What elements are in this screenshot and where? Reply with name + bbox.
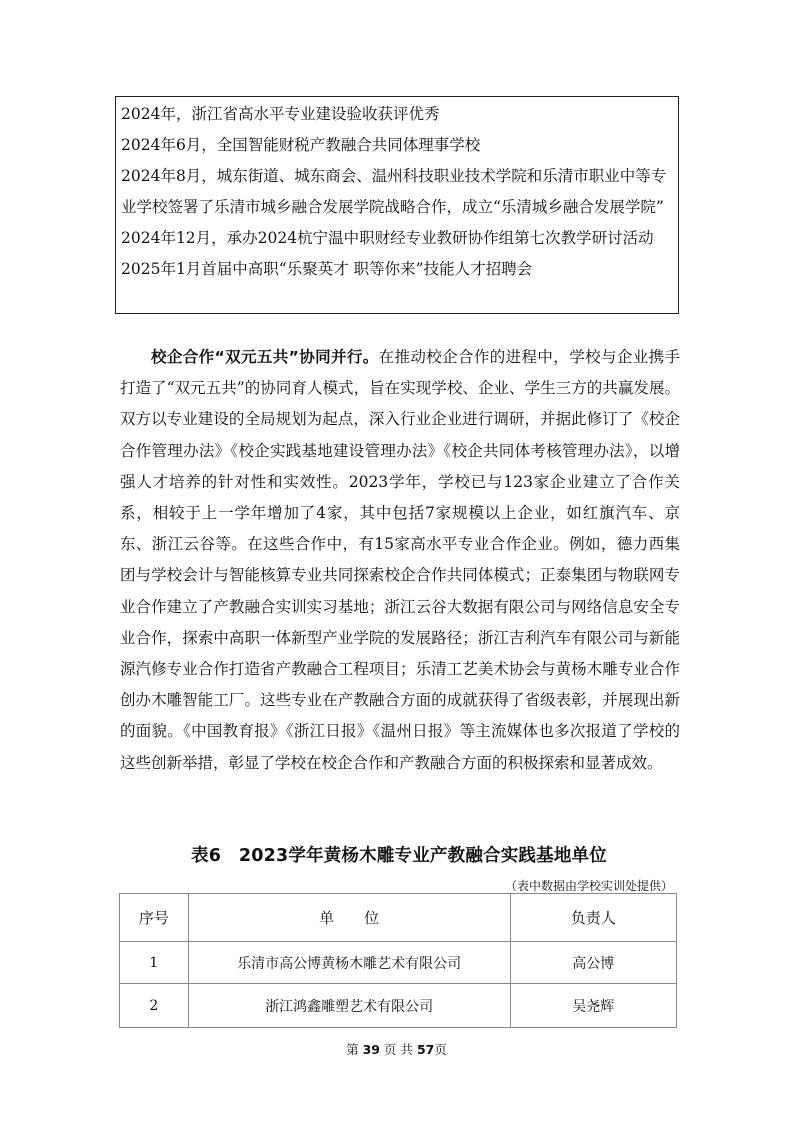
total-page-number: 57	[416, 1042, 435, 1057]
paragraph-lead: 校企合作“双元五共”协同并行。	[151, 348, 379, 366]
cell-unit: 浙江鸿鑫雕塑艺术有限公司	[188, 984, 510, 1028]
milestone-item: 2024年8月，城东街道、城东商会、温州科技职业技术学院和乐清市职业中等专业学校签署了乐清市城乡融合发展学院战略合作，成立“乐清城乡融合发展学院”	[121, 167, 667, 216]
paragraph-body: 在推动校企合作的进程中，学校与企业携手打造了“双元五共”的协同育人模式，旨在实现学校、企业、学生三方的共赢发展。双方以专业建设的全局规划为起点，深入行业企业进行调研，并据此修订了《校企合作管理办法》《校企实践基地建设管理办法》《校企共同体考核管理办法》，以增强人才培养的针对性和实效性。2023学年，学校已与123家企业建立了合作关系，相较于上一学年增加了4家，其中包括7家规模以上企业，如红旗汽车、京东、浙江云谷等。在这些合作中，有15家高水平专业合作企业。例如，德力西集团与学校会计与智能核算专业共同探索校企合作共同体模式；正泰集团与物联网专业合作建立了产教融合实训实习基地；浙江云谷大数据有限公司与网络信息安全专业合作，探索中高职一体新型产业学院的发展路径；浙江吉利汽车有限公司与新能源汽修专业合作打造省产教融合工程项目；乐清工艺美术协会与黄杨木雕专业合作创办木雕智能工厂。这些专业在产教融合方面的成就获得了省级表彰，并展现出新的面貌。《中国教育报》《浙江日报》《温州日报》等主流媒体也多次报道了学校的这些创新举措，彰显了学校在校企合作和产教融合方面的积极探索和显著成效。	[120, 348, 680, 772]
cell-index: 1	[120, 942, 189, 984]
page-footer	[0, 1040, 793, 1058]
header-unit: 单 位	[188, 894, 510, 942]
table-row	[120, 942, 677, 984]
table-title: 表6 2023学年黄杨木雕专业产教融合实践基地单位	[191, 846, 607, 866]
footer-middle: 页 共	[380, 1042, 417, 1057]
cell-person: 高公博	[510, 942, 676, 984]
practice-base-table	[119, 893, 677, 1028]
body-paragraph	[120, 342, 680, 779]
table-row	[120, 984, 677, 1028]
table-source-note: （表中数据由学校实训处提供）	[504, 879, 673, 893]
milestone-item: 2024年6月，全国智能财税产教融合共同体理事学校	[121, 136, 481, 154]
table-header-row	[120, 894, 677, 942]
cell-person: 吴尧辉	[510, 984, 676, 1028]
milestone-item: 2024年12月，承办2024杭宁温中职财经专业教研协作组第七次教学研讨活动	[121, 229, 654, 247]
current-page-number: 39	[362, 1042, 381, 1057]
header-index: 序号	[120, 894, 189, 942]
header-person: 负责人	[510, 894, 676, 942]
footer-suffix: 页	[434, 1042, 447, 1057]
milestones-box	[115, 96, 679, 314]
milestone-item: 2024年，浙江省高水平专业建设验收获评优秀	[121, 105, 440, 123]
cell-index: 2	[120, 984, 189, 1028]
milestone-item: 2025年1月首届中高职“乐聚英才 职等你来”技能人才招聘会	[121, 260, 533, 278]
footer-prefix: 第	[346, 1042, 363, 1057]
cell-unit: 乐清市高公博黄杨木雕艺术有限公司	[188, 942, 510, 984]
